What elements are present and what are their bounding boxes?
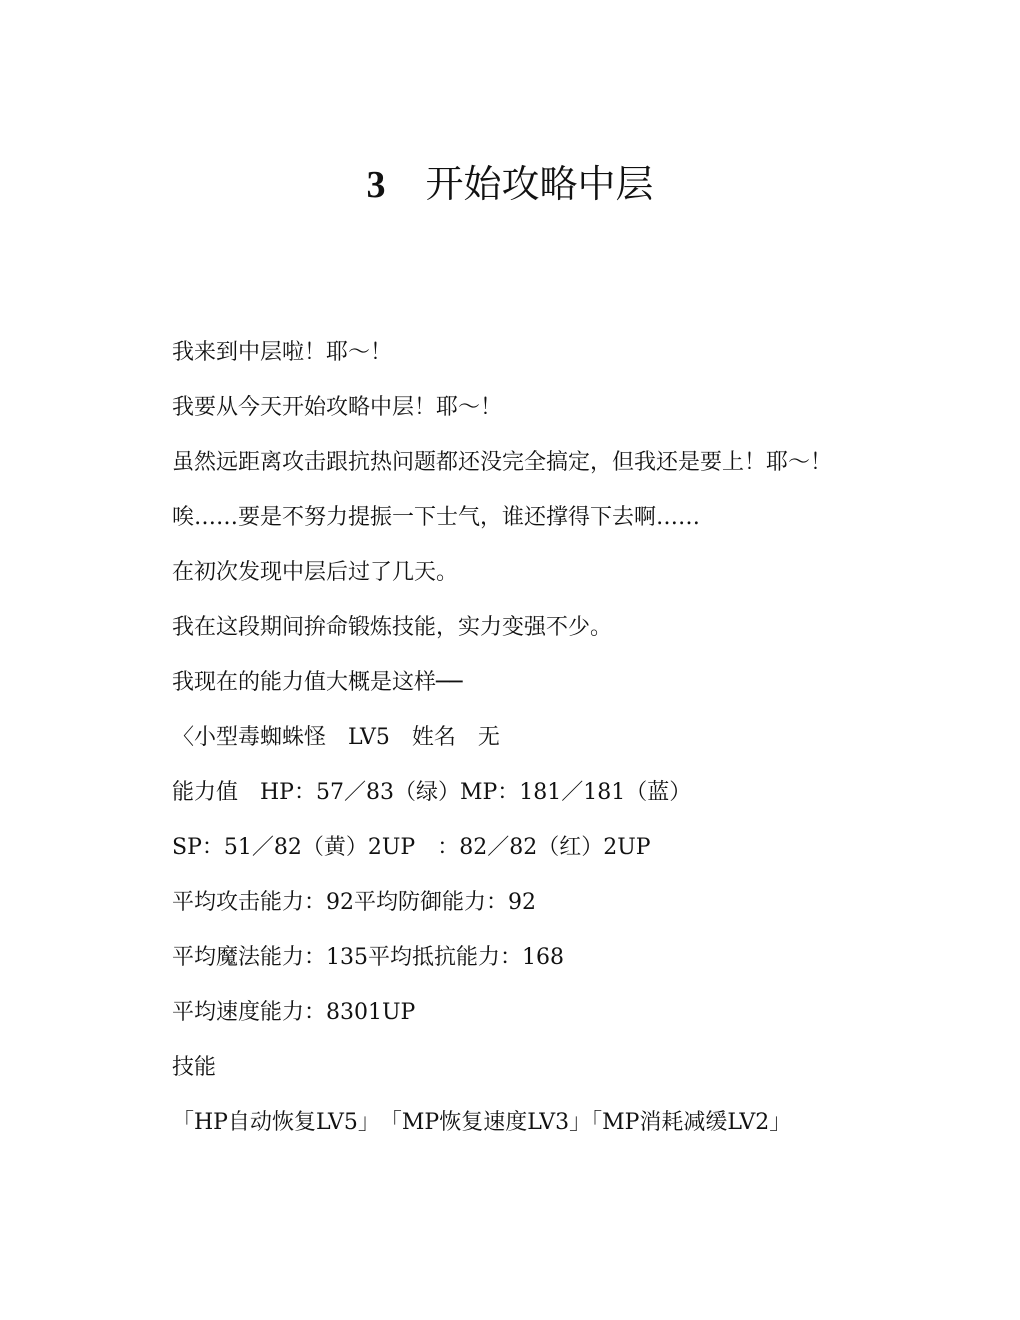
status-attack-defense-line: 平均攻击能力：92平均防御能力：92 [172,890,536,915]
paragraph: 我要从今天开始攻略中层！耶～！ [172,395,503,420]
status-sp-line: SP：51／82（黄）2UP ：82／82（红）2UP [172,835,651,860]
paragraph: 我来到中层啦！耶～！ [172,340,393,365]
paragraph: 我在这段期间拚命锻炼技能，实力变强不少。 [172,615,613,640]
chapter-title: 开始攻略中层 [425,162,654,206]
status-magic-resist-line: 平均魔法能力：135平均抵抗能力：168 [172,945,564,970]
paragraph: 在初次发现中层后过了几天。 [172,560,459,585]
status-hp-mp-line: 能力值 HP：57／83（绿）MP：181／181（蓝） [172,780,692,805]
skills-heading: 技能 [172,1055,217,1080]
paragraph: 虽然远距离攻击跟抗热问题都还没完全搞定，但我还是要上！耶～！ [172,450,833,475]
status-speed-line: 平均速度能力：8301UP [172,1000,416,1025]
skills-line: 「HP自动恢复LV5」 「MP恢复速度LV3」「MP消耗减缓LV2」 [172,1110,792,1135]
status-header-line: 〈小型毒蜘蛛怪 LV5 姓名 无 [172,725,500,750]
chapter-body [120,338,880,1163]
chapter-number: 3 [366,164,386,206]
chapter-heading [0,158,1020,211]
paragraph: 我现在的能力值大概是这样── [172,670,463,695]
paragraph: 唉……要是不努力提振一下士气，谁还撑得下去啊…… [172,505,701,530]
